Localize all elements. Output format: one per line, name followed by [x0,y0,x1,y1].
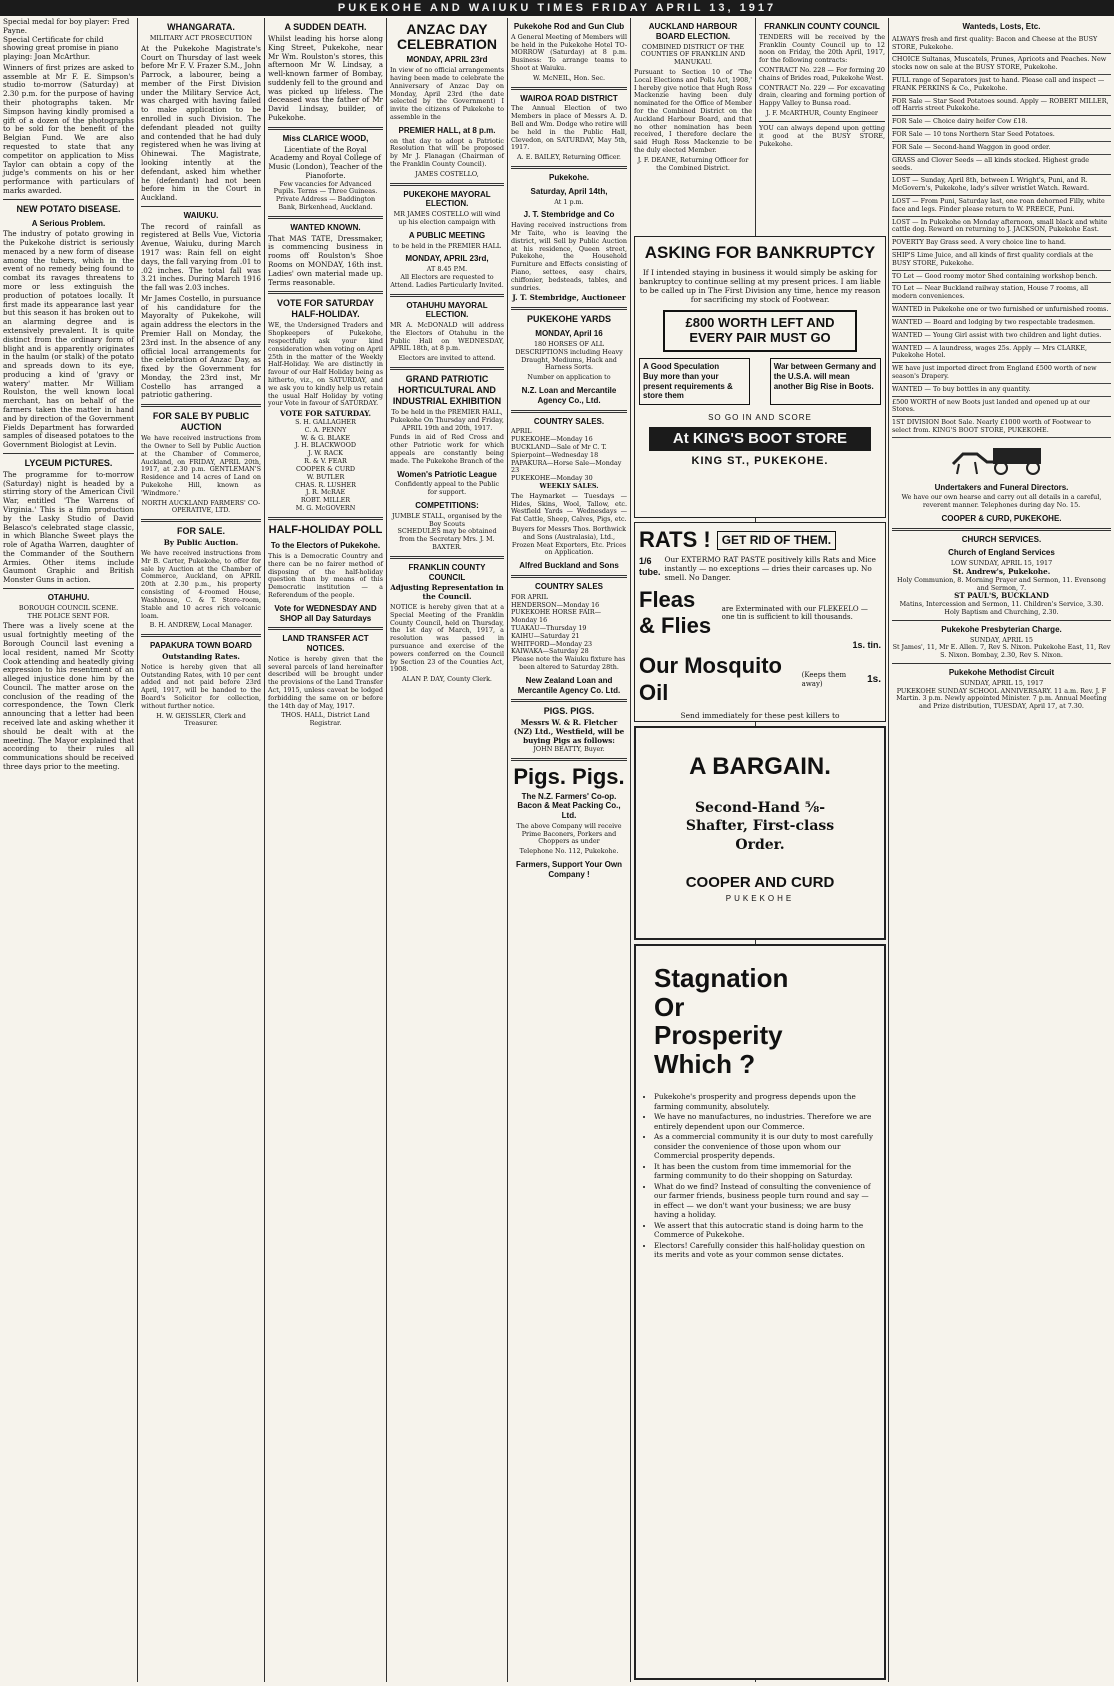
yards-body: 180 HORSES OF ALL DESCRIPTIONS including Heavy Draught, Mediums, Hack and Harness Sorts. [515,339,623,372]
stagnation-headline: Stagnation Or Prosperity Which ? [654,963,789,1079]
vote-name: M. G. McGOVERN [295,503,356,512]
fcc-headline: FRANKLIN COUNTY COUNCIL [408,562,486,582]
gun-club-signature: W. McNEIL, Hon. Sec. [532,73,606,82]
wood-terms: Few vacancies for Advanced Pupils. Terms — Three Guineas. [273,179,378,196]
waiuku-fixture-note: Please note the Waiuku fixture has been altered to Saturday 28th. [512,655,626,672]
kings-boot-store: At KING'S BOOT STORE [649,427,871,451]
vote-name: COOPER & CURD [295,464,356,473]
pukekohe-headline: Pukekohe. [548,173,589,183]
mayoral-note: All Electors are requested to Attend. Ladies Particularly Invited. [390,272,504,289]
otahuhu-body: There was a lively scene at the usual fortnightly meeting of the Borough Council last evening a local resident, named Mr Scotty Cook attending and heatedly giving expression to his resentment of an alleged injustice done him by the Council. The matter arose on the conclusion of the reading of the correspondence, the Town Clerk announcing that a letter had been received late and asking whether it should be dealt with at the meeting. The Mayor explained that according to their rules all communications should be received three days prior to the meeting. [3,621,134,771]
mosquito-note: (Keeps them away) [801,671,847,688]
horticultural-body: To be held in the PREMIER HALL, Pukekohe On Thursday and Friday, APRIL 19th and 20th, 1917. [390,407,504,432]
pukekohe-date: Saturday, April 14th, [530,186,608,196]
farmers-slogan: Farmers, Support Your Own Company ! [516,860,622,879]
vote-name: J. W. RACK [308,449,343,458]
classified-ad: LOST — Sunday, April 8th, between I. Wright's, Puni, and R. McGovern's, Pukekohe, lady's silver wristlet Watch. Reward. [892,175,1111,196]
vote-name: S. H. GALLAGHER [295,418,356,426]
otahuhu-headline: OTAHUHU. [47,593,90,602]
anzac-body: on that day to adopt a Patriotic Resolution that will be proposed by Mr J. Flanagan (Chairman of the Franklin County Council). [390,136,504,168]
fcc-contract: CONTRACT No. 229 — For excavating drain, clearing and forming portion of Happy Valley to Bunsa road. [759,83,885,108]
schedules: SCHEDULES may be obtained from the Secretary Mrs. J. M. BAXTER. [397,527,497,552]
classified-ad: GRASS and Clover Seeds — all kinds stocked. Highest grade seeds. [892,155,1111,176]
papakura-signature: H. W. GEISSLER, Clerk and Treasurer. [156,711,246,728]
potato-headline: NEW POTATO DISEASE. [16,203,121,214]
mosquito-price: 1s. [867,673,881,685]
methodist-date: SUNDAY, APRIL 15, 1917 [959,678,1044,687]
stembridge-signature: J. T. Stembridge, Auctioneer [512,293,626,303]
speculation-body: Buy more than your present requirements & store them [643,371,733,401]
vote-name: CHAS. R. LUSHER [295,480,356,489]
classified-ad: 1ST DIVISION Boot Sale. Nearly £1000 worth of Footwear to select from. KING'S BOOT STORE, PUKEKOHE. [892,417,1111,438]
land-transfer-signature: THOS. HALL, District Land Registrar. [281,711,370,728]
classified-ad: WANTED — Young Girl assist with two children and light duties. [892,330,1111,343]
forsale-body: We have received instructions from Mr B. Carter, Pukekohe, to offer for sale by Auction at the Chamber of Commerce, Auckland, on APRIL 20th at 2.30 p.m., his property consisting of 4-roomed House, Washhouse, C. & T. Store-room, Stable and 10 acres rich volcanic loam. [141,549,261,620]
anzac-signature: JAMES COSTELLO, [415,169,479,178]
bargain-subhead: Second-Hand ⅝-Shafter, First-class Order. [685,800,835,853]
column-3 [265,18,386,1682]
speculation-head: A Good Speculation [643,362,720,372]
country-sale-item: TUAKAU—Thursday 19 [511,624,587,632]
mayoral-place: to be held in the PREMIER HALL [392,241,502,250]
wairoa-signature: A. E. BAILEY, Returning Officer. [517,153,621,162]
undertakers-body: We have our own hearse and carry out all details in a careful, reverent manner. Telephones during day No. 15. [901,493,1102,510]
harbour-body: Pursuant to Section 10 of 'The Local Elections and Polls Act, 1908,' I hereby give notice that Hugh Ross Mackenzie having been duly nominated for the Office of Member for the Combined District on the Auckland Harbour Board, and that no other nomination has been received, I therefore declare the said Hugh Ross Mackenzie to be the duly elected Member. [634,67,752,155]
bargain-ad [634,726,886,940]
vote-saturday-headline: VOTE FOR SATURDAY HALF-HOLIDAY. [276,298,374,320]
auction-signature: NORTH AUCKLAND FARMERS' CO-OPERATIVE, LTD. [141,498,261,515]
classified-ad: FOR Sale — 10 tons Northern Star Seed Potatoes. [892,129,1111,142]
prize-body: Winners of first prizes are asked to assemble at Mr F. E. Simpson's studio to-morrow (Saturday) at 2.30 p.m. for the purpose of having their photographs taken. Mr Simpson having kindly promised a gift of a dozen of the photographs to be sold for the benefit of the Belgian Fund. We are also requested to state that any competitor on application to Miss Taylor can obtain a copy of the judge's comments on his or her performance with particulars of marks awarded. [3,62,134,195]
classified-ad: FOR Sale — Star Seed Potatoes sound. Apply — ROBERT MILLER, off Harris street Pukekohe. [892,96,1111,117]
vote-name: W. BUTLER [306,472,345,481]
classified-ad: £500 WORTH of new Boots just landed and opened up at our Stores. [892,397,1111,418]
classified-ad: TO Let — Good roomy motor Shed containing workshop bench. [892,271,1111,284]
vote-list-head: VOTE FOR SATURDAY. [280,409,371,419]
hearse-icon [892,442,1111,479]
buyers-note: Buyers for Messrs Thos. Borthwick and Sons (Australasia), Ltd., Frozen Meat Exporters, Etc. Prices on Application. [511,525,627,557]
wood-headline: Miss CLARICE WOOD, [282,133,369,143]
anzac-headline: ANZAC DAY CELEBRATION [396,21,498,52]
presbyterian-headline: Pukekohe Presbyterian Charge. [941,624,1062,634]
fcc-tenders-headline: FRANKLIN COUNTY COUNCIL [764,22,880,31]
anzac-body: In view of no official arrangements having been made to celebrate the Anniversary of Anzac Day on Monday, April 23rd (the date selected by the Government) I invite the citizens of Pukekohe to assemble in the [390,66,504,121]
fleas-body: are Exterminated with our FLEKEELO — one tin is sufficient to kill thousands. [721,604,868,622]
bargain-town: PUKEKOHE [725,894,795,904]
vote-name: J. R. McRAE [305,488,346,497]
waiuku-body: Mr James Costello, in pursuance of his candidature for the Mayoralty of Pukekohe, will again address the electors in the Premier Hall on Monday, the 23rd inst. In the absence of any official local arrangements for the celebration of Anzac Day, as fixed by the Government for Monday, the 23rd inst, Mr Costello has arranged a patriotic gathering. [141,293,261,400]
anzac-date: MONDAY, APRIL 23rd [406,55,488,65]
bankruptcy-ad [634,236,886,518]
land-transfer-body: Notice is hereby given that the several parcels of land hereinafter described will be brought under the provisions of the Land Transfer Act, 1915, unless caveat be lodged forbidding the same on or before the 14th day of May, 1917. [268,654,383,710]
prize-line: Special Certificate for child showing great promise in piano playing: Joan McArthur. [3,34,119,62]
auction-body: We have received instructions from the Owner to Sell by Public Auction at the Chamber of Commerce, Auckland, on FRIDAY, APRIL 20th, 1917, at 2.30 p.m. GENTLEMAN'S Residence and 14 acres of Land on Pukekohe Hill, known as 'Windmore.' [141,434,261,497]
pukekohe-body: Having received instructions from Mr Taite, who is leaving the district, will Sell by Public Auction at his residence, Queen street, Pukekohe, the Household Furniture and Effects consisting of Piano, settees, easy chairs, chiffonier, bedsteads, tables, and sundries. [511,221,627,292]
mayoral-date: MONDAY, APRIL 23rd, [405,254,489,264]
fear-body: Send immediately for these pest killers to [680,710,840,720]
potato-body: The industry of potato growing in the Pukekohe district is seriously menaced by a new form of disease among the tubers, which in the event of no remedy being found to combat its ravages threatens to more or less extinguish the production of potatoes locally. It first made its appearance last year but this season it has broken out to an alarming degree and is extensively prevalent. It is quite distinct from the ordinary form of blight and is apparently originates in the haulm (or stalk) of the potato and spreads down to its eye, producing a kind of 'gravy or watery' matter. Mr William Roulston, the well known local merchant, has on behalf of the farmers taken the matter in hand and by direction of the Government Fields Department has forwarded samples of diseased potatoes to the Government Biologist at Levin. [3,229,134,450]
mayoral-body: MR JAMES COSTELLO will wind up his election campaign with [393,210,501,226]
prize-line: Special medal for boy player: Fred Payne. [3,18,130,35]
column-2 [138,18,264,1682]
waiuku-headline: WAIUKU. [183,210,219,220]
country-sale-item: PUKEKOHE—Monday 30 [511,474,593,483]
country-sale-item: PUKEKOHE—Monday 16 [511,435,593,444]
fletcher-firm: Messrs W. & R. Fletcher (NZ) Ltd., Westfield, will be buying Pigs as follows: [513,718,625,745]
alfred-buckland: Alfred Buckland and Sons [519,561,619,571]
competitions-head: COMPETITIONS: [415,501,479,511]
presbyterian-body: St James', 11, Mr E. Allen. 7, Rev S. Nixon. Pukekohe East, 11, Rev S. Nixon. Bombay, 2.30, Rev S. Nixon. [892,643,1111,660]
rats-body: Our EXTERMO RAT PASTE positively kills Rats and Mice instantly — no exceptions — dries their carcases up. No smell. No Danger. [664,554,876,582]
forsale-signature: B. H. ANDREW, Local Manager. [149,621,253,630]
jumble-stall: JUMBLE STALL, organised by the Boy Scouts [392,511,502,528]
pukekohe-time: At 1 p.m. [554,197,584,206]
bankruptcy-worth-left: £800 WORTH LEFT AND EVERY PAIR MUST GO [663,310,857,352]
bargain-headline: A BARGAIN. [689,753,831,780]
stagnation-ad [634,944,886,1680]
wairoa-headline: WAIROA ROAD DISTRICT [520,93,618,103]
st-andrews: St. Andrew's, Pukekohe. [952,567,1051,577]
classified-ad: LOST — From Puni, Saturday last, one roan dehorned Filly, white face and legs. Finder please return to W. PREECE, Puni. [892,196,1111,217]
country-sale-item: HENDERSON—Monday 16 [511,600,600,609]
wanteds-headline: Wanteds, Losts, Etc. [962,22,1041,31]
gun-club-body: A General Meeting of Members will be held in the Pukekohe Hotel TO-MORROW (Saturday) at 8 p.m. Business: To arrange teams to Shoot at Waiuku. [511,32,627,72]
undertakers-headline: Undertakers and Funeral Directors. [934,482,1069,492]
pigs-headline: PIGS. PIGS. [543,706,595,717]
poll-subhead: To the Electors of Pukekohe. [270,541,381,551]
mayoral-time: AT 8.45 P.M. [426,265,468,274]
stagnation-point: • What do we find? Instead of consulting the convenience of our farmer friends, business people turn round and say — in effect — we don't want your business; we are busy having a holiday. [654,1182,876,1220]
fcc-signature: ALAN P. DAY, County Clerk. [402,675,492,684]
sudden-death-body: Whilst leading his horse along King Street, Pukekohe, near Mr Wm. Roulston's stores, this afternoon Mr W. Lindsay, a well-known farmer of Bombay, suddenly fell to the ground and was picked up lifeless. The deceased was the father of Mr David Lindsay, builder, of Pukekohe. [268,33,383,122]
stagnation-point: • Pukekohe's prosperity and progress depends upon the farming community, absolutely. [654,1092,876,1111]
vote-name: J. H. BLACKWOOD [295,441,356,450]
country-sales-headline: COUNTRY SALES [534,582,603,591]
beatty-signature: JOHN BEATTY, Buyer. [533,744,605,753]
classified-ad: SHIP'S Lime Juice, and all kinds of first quality cordials at the BUSY STORE, Pukekohe. [892,250,1111,271]
horticultural-body: Funds in aid of Red Cross and other Patriotic work for which appeals are constantly being made. The Pukekohe Branch of the [390,433,504,465]
vote-name: R. & V. FEAR [304,457,347,466]
vote-name: C. A. PENNY [304,425,347,434]
otahuhu-mayoral-note: Electors are invited to attend. [398,354,496,363]
kings-street: KING ST., PUKEKOHE. [691,455,829,468]
st-andrews-body: Holy Communion, 8. Morning Prayer and Sermon, 11. Evensong and Sermon, 7. [897,575,1106,592]
whangarata-headline: WHANGARATA. [167,22,235,32]
harbour-headline: AUCKLAND HARBOUR BOARD ELECTION. [648,22,738,41]
yards-note: Number on application to [527,373,611,382]
classified-ad: WANTED — A laundress, wages 25s. Apply — Mrs CLARKE, Pukekohe Hotel. [892,343,1111,364]
harbour-signature: J. F. DEANE, Returning Officer for the Combined District. [637,155,749,172]
poll-headline: HALF-HOLIDAY POLL [268,523,383,536]
vote-name: W. & G. BLAKE [300,433,351,442]
column-5 [508,18,630,1682]
stagnation-point: • We assert that this autocratic stand is doing harm to the Commerce of Pukekohe. [654,1221,876,1240]
methodist-body: PUKEKOHE SUNDAY SCHOOL ANNIVERSARY. 11 a.m. Rev. J. F Martin. 3 p.m. Newly appointed Minister. 7 p.m. Annual Meeting and Prize distribution, TUESDAY, April 17, at 7.30. [896,686,1107,711]
wood-body: Licentiate of the Royal Academy and Royal College of Music (London), Teacher of the Pianoforte. [268,144,383,180]
youcan-ad: YOU can always depend upon getting it good at the BUSY STORE, Pukekohe. [759,123,885,148]
st-pauls-body: Matins, Intercession and Sermon, 11. Children's Service, 3.30. Holy Baptism and Churching, 2.30. [899,600,1104,617]
otahuhu-mayoral-body: MR A. McDONALD will address the Electors of Otahuhu in the Public Hall on WEDNESDAY, APRIL 18th, at 8 p.m. [390,321,504,353]
rats-subhead: GET RID OF THEM. [717,531,836,550]
telephone-note: Telephone No. 112, Pukekohe. [519,847,619,856]
coe-date: LOW SUNDAY, APRIL 15, 1917 [950,559,1053,568]
yards-headline: PUKEKOHE YARDS [526,314,612,325]
classified-ad: LOST — In Pukekohe on Monday afternoon, small black and white cattle dog. Reward on returning to J. JACKSON, Pukekohe East. [892,217,1111,238]
country-sale-item: KAIHU—Saturday 21 [511,631,580,640]
st-pauls: ST PAUL'S, BUCKLAND [954,591,1049,601]
horticultural-body: Confidently appeal to the Public for support. [394,480,500,497]
country-sale-item: KAIWAKA—Saturday 28 [511,647,589,656]
horticultural-headline: GRAND PATRIOTIC HORTICULTURAL AND INDUSTRIAL EXHIBITION [392,374,502,406]
otahuhu-mayoral-headline: OTAHUHU MAYORAL ELECTION. [406,300,488,320]
whangarata-body: At the Pukekohe Magistrate's Court on Thursday of last week before Mr F. V. Frazer S.M., John Parrock, a labourer, being a member of the First Division under the Military Service Act, was charged with having failed to make application to be enrolled in such Division. The defendant pleaded not guilty and contended that he had duly registered when he was living at Ohinewai. The Magistrate, looking intently at the defendant, asked him whether he (defendant) had not been before him in the Court in Auckland. [141,43,261,203]
column-8 [889,18,1114,1682]
wanted-known-headline: WANTED KNOWN. [290,222,361,232]
column-1 [0,18,137,1682]
wood-address: Private Address — Baddington Bank, Birkenhead, Auckland. [275,195,376,212]
church-headline: CHURCH SERVICES. [961,534,1042,544]
mayoral-meeting: A PUBLIC MEETING [408,230,486,240]
rats-headline: RATS ! [639,527,711,552]
bankruptcy-body: If I intended staying in business it would simply be asking for bankruptcy to continue selling at my present prices. I am liable to be called up in The First Division any time, hence my reason for sacrificing my stock of Footwear. [639,267,881,305]
fleas-headline: Fleas & Flies [639,586,712,639]
stagnation-point: • It has been the custom from time immemorial for the farming community to do their shopping on Saturday. [654,1162,876,1181]
vote-saturday-body: WE, the Undersigned Traders and Shopkeepers of Pukekohe, respectfully ask your kind consideration when voting on April 25th in the matter of the Weekly Half-Holiday. We are distinctly in favour of our Half Holiday being as hitherto, viz., on SATURDAY, and we ask you to kindly help us retain the usual Half Holiday by voting your Vote in favour of SATURDAY. [268,321,383,408]
otahuhu-subhead: THE POLICE SENT FOR. [27,611,110,620]
fcc-tenders-signature: J. F. McARTHUR, County Engineer [766,109,878,118]
vote-name: ROBT. MILLER [300,496,351,505]
classified-ad: WE have just imported direct from England £500 worth of new season's Drapery. [892,363,1111,384]
methodist-headline: Pukekohe Methodist Circuit [948,668,1055,678]
country-sale-item: BUCKLAND—Sale of Mr C. T. Spierpoint—Wednesday 18 [511,442,607,459]
forsale-headline: FOR SALE. [176,526,225,537]
country-sale-item: APRIL [511,427,532,436]
stagnation-point: • As a commercial community it is our duty to most carefully consider the convenience of those upon whom our Commercial prosperity depends. [654,1132,876,1160]
classified-ad: TO Let — Near Buckland railway station, House 7 rooms, all modern conveniences. [892,283,1111,304]
fear-pharmacy [639,720,750,722]
nzl-firm: New Zealand Loan and Mercantile Agency Co. Ltd. [517,675,621,695]
country-sale-item: WHITFORD—Monday 23 [511,639,593,648]
fcc-contract: CONTRACT No. 228 — For forming 20 chains of Brides road, Pukekohe West. [759,66,885,82]
otahuhu-subhead: BOROUGH COUNCIL SCENE. [18,603,119,612]
forsale-subhead: By Public Auction. [163,538,239,548]
land-transfer-headline: LAND TRANSFER ACT NOTICES. [282,634,369,654]
newspaper-masthead: PUKEKOHE AND WAIUKU TIMES FRIDAY APRIL 13, 1917 [0,0,1114,16]
potato-subhead: A Serious Problem. [31,218,106,228]
wanted-known-body: That MAS TATE, Dressmaker, is commencing business in rooms off Roulston's Shoe Rooms on MONDAY, 16th inst. Ladies' own material made up. Terms reasonable. [268,233,383,287]
classified-ad: FOR Sale — Second-hand Waggon in good order. [892,142,1111,155]
weekly-sales-body: The Haymarket — Tuesdays — Hides, Skins, Wool, Tallow, etc. Westfield Yards — Wednesdays — Fat Cattle, Sheep, Calves, Pigs, etc. [511,491,627,524]
country-sale-item: PUKEKOHE HORSE FAIR—Monday 16 [511,608,602,625]
waiuku-body: The record of rainfall as registered at Bells Vue, Victoria Avenue, Waiuku, during March 1917 was: Rain fell on eight days, the fall varying from .01 to .02 inches. The total fall was 3.21 inches. During March 1916 the fall was 2.03 inches. [141,221,261,293]
auction-headline: FOR SALE BY PUBLIC AUCTION [152,411,250,433]
classified-ad: WANTED in Pukekohe one or two furnished or unfurnished rooms. [892,304,1111,317]
bankruptcy-headline: ASKING FOR BANKRUPTCY [644,243,876,262]
go-in-and-score: SO GO IN AND SCORE [708,413,812,423]
fcc-tenders-body: TENDERS will be received by the Franklin County Council up to 12 noon on Friday, the 20th April, 1917, for the following contracts: [759,32,885,65]
coe-headline: Church of England Services [948,548,1055,558]
anzac-hall: PREMIER HALL, at 8 p.m. [398,125,496,135]
rats-price: 1/6 tube. [639,555,661,577]
sudden-death-headline: A SUDDEN DEATH. [284,22,367,32]
stagnation-point: • We have no manufactures, no industries. Therefore we are entirely dependent upon our Commerce. [654,1112,876,1131]
whangarata-subhead: MILITARY ACT PROSECUTION [149,33,253,42]
war-note: War between Germany and the U.S.A. will mean another Big Rise in Boots. [773,362,877,391]
harbour-subhead: COMBINED DISTRICT OF THE COUNTIES OF FRANKLIN AND MANUKAU. [640,42,746,67]
poll-body: This is a Democratic Country and there can be no fairer method of disposing of the half-holiday question than by means of this Democratic institution — a Referendum of the people. [268,551,383,599]
weekly-sales-head: WEEKLY SALES. [539,481,599,490]
lyceum-body: The programme for to-morrow (Saturday) night is headed by a stirring story of the American Civil War, entitled 'The Warrens of Virginia.' This is a film production by the Lasky Studio of David Belasco's celebrated stage classic, in which Blanche Sweet plays the role of Agatha Warren, daughter of the Commander of the Southern Armies. Other items include Gaumont Graphic and British Monster Guns in action. [3,469,134,585]
mayoral-headline: PUKEKOHE MAYORAL ELECTION. [403,189,491,209]
bargain-firm: COOPER AND CURD [685,873,835,891]
farmers-coop-firm: The N.Z. Farmers' Co-op. Bacon & Meat Packing Co., Ltd. [517,791,621,821]
presbyterian-date: SUNDAY, APRIL 15 [970,635,1033,644]
fcc-subhead: Adjusting Representation in the Council. [390,583,504,602]
papakura-body: Notice is hereby given that all Outstanding Rates, with 10 per cent added and not paid before 23rd April, 1917, will be handed to the Board's Solicitor for collection, without further notice. [141,662,261,710]
classified-ad: POVERTY Bay Grass seed. A very choice line to hand. [892,237,1111,250]
womens-league: Women's Patriotic League [397,469,497,479]
mosquito-headline: Our Mosquito Oil [639,653,782,705]
classified-ad: FULL range of Separators just to hand. Please call and inspect — FRANK PERKINS & Co., Pukekohe. [892,75,1111,96]
country-sales-headline: COUNTRY SALES. [533,416,605,426]
classified-ad: WANTED — Board and lodging by two respectable tradesmen. [892,317,1111,330]
classified-ad: CHOICE Sultanas, Muscatels, Prunes, Apricots and Peaches. New stocks now on sale at the BUSY STORE, Pukekohe. [892,54,1111,75]
classified-ad: FOR Sale — Choice dairy heifer Cow £18. [892,116,1111,129]
yards-date: MONDAY, April 16 [535,329,603,339]
gun-club-headline: Pukekohe Rod and Gun Club [513,22,625,31]
papakura-subhead: Outstanding Rates. [162,651,240,661]
fcc-body: NOTICE is hereby given that at a Special Meeting of the Franklin County Council, held on Thursday, the 1st day of March, 1917, a resolution was passed in pursuance and exercise of the powers conferred on the Council by Section 23 of the Counties Act, 1908. [390,602,504,674]
country-sale-item: PAPAKURA—Horse Sale—Monday 23 [511,458,622,475]
wairoa-body: The Annual Election of two Members in place of Messrs A. D. Bell and Wm. Dodge who retire will be held in the Public Hall, Clevedon, on SATURDAY, May 5th, 1917. [511,104,627,152]
column-4 [387,18,507,1682]
pigs-headline: Pigs. Pigs. [513,763,625,789]
pest-killer-ad [634,522,886,722]
stagnation-point: • Electors! Carefully consider this half-holiday question on its merits and vote as your common sense dictates. [654,1241,876,1260]
country-sale-item: FOR APRIL [511,592,549,601]
classified-ad: ALWAYS fresh and first quality: Bacon and Cheese at the BUSY STORE, Pukekohe. [892,34,1111,55]
classified-ad: WANTED — To buy bottles in any quantity. [892,384,1111,397]
farmers-coop-body: The above Company will receive Prime Baconers, Porkers and Choppers as under [516,821,622,846]
stembridge-firm: J. T. Stembridge and Co [523,210,615,220]
yards-firm: N.Z. Loan and Mercantile Agency Co., Ltd. [521,386,617,405]
lyceum-headline: LYCEUM PICTURES. [24,457,113,468]
papakura-headline: PAPAKURA TOWN BOARD [150,641,252,651]
hearse-illustration [947,442,1057,476]
undertakers-firm: COOPER & CURD, PUKEKOHE. [941,513,1062,523]
fleas-price: 1s. tin. [852,640,881,651]
poll-vote: Vote for WEDNESDAY AND SHOP all Day Saturdays [274,603,377,623]
